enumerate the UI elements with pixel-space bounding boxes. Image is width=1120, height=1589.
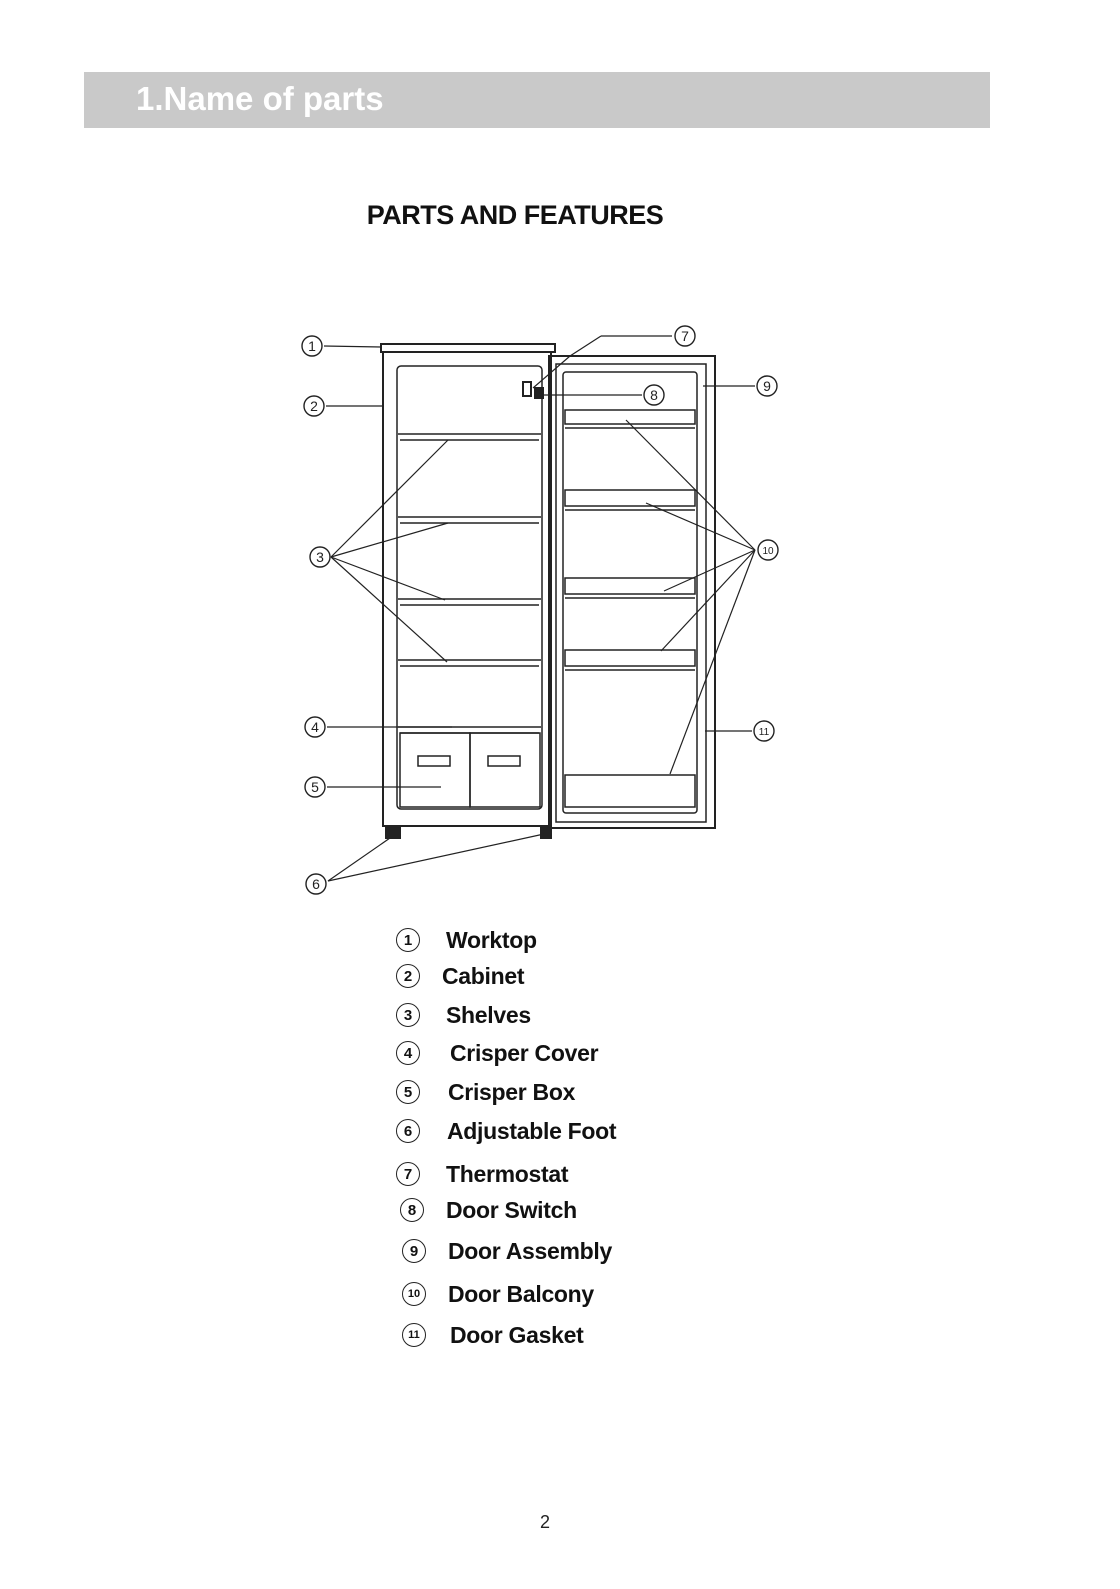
legend-label: Cabinet [442,962,525,989]
callout-2 [304,396,324,416]
callout-3 [310,547,330,567]
svg-text:1: 1 [308,338,316,354]
legend-label: Thermostat [446,1160,569,1187]
legend-item-crisper-cover [396,1037,598,1069]
legend-item-thermostat [396,1158,568,1190]
svg-text:2: 2 [310,398,318,414]
legend-item-shelves [396,999,531,1031]
legend-item-door-assembly [396,1235,612,1267]
legend-number: 8 [400,1198,424,1222]
callout-1 [302,336,322,356]
legend-label: Crisper Box [448,1078,576,1105]
callout-4 [305,717,325,737]
legend-number: 7 [396,1162,420,1186]
cabinet-shelves [398,434,541,733]
legend-item-cabinet [396,960,524,992]
legend-item-adjustable-foot [396,1115,616,1147]
legend-label: Door Switch [446,1196,577,1223]
callout-5 [305,777,325,797]
callout-6 [306,874,326,894]
cabinet-outline [383,352,551,826]
worktop-outline [381,344,555,352]
parts-heading: PARTS AND FEATURES [366,200,664,230]
door-switch-body [535,388,543,398]
legend-item-worktop [396,924,537,956]
legend-number: 4 [396,1041,420,1065]
door-gasket-outline [556,364,706,822]
callout-7 [675,326,695,346]
callout-11 [754,721,774,741]
legend-label: Door Balcony [448,1280,594,1307]
legend-label: Shelves [446,1001,531,1028]
legend-item-door-balcony [396,1278,594,1310]
legend-number: 6 [396,1119,420,1143]
svg-text:9: 9 [763,378,771,394]
callout-10 [758,540,778,560]
svg-text:8: 8 [650,387,658,403]
legend-number: 2 [396,964,420,988]
svg-text:10: 10 [762,546,774,557]
callout-8 [644,385,664,405]
door-liner [563,372,697,813]
legend-label: Door Gasket [450,1321,584,1348]
svg-text:3: 3 [316,549,324,565]
callout-9 [757,376,777,396]
legend-number: 1 [396,928,420,952]
legend-label: Crisper Cover [450,1039,599,1066]
svg-text:7: 7 [681,328,689,344]
legend-number: 5 [396,1080,420,1104]
legend-label: Worktop [446,926,537,953]
svg-text:4: 4 [311,719,319,735]
thermostat-knob [523,382,531,396]
section-title: 1.Name of parts [136,80,384,117]
legend-label: Adjustable Foot [447,1117,617,1144]
legend-item-crisper-box [396,1076,575,1108]
legend-item-door-gasket [396,1319,583,1351]
legend-number: 3 [396,1003,420,1027]
legend-label: Door Assembly [448,1237,612,1264]
foot-left [386,826,400,838]
legend-number: 9 [402,1239,426,1263]
legend-number: 10 [402,1282,426,1306]
crisper-drawers [400,733,540,807]
parts-legend [396,924,816,1364]
svg-text:5: 5 [311,779,319,795]
svg-text:6: 6 [312,876,320,892]
page-number: 2 [540,1512,551,1532]
svg-text:11: 11 [758,727,770,738]
legend-item-door-switch [396,1194,577,1226]
legend-number: 11 [402,1323,426,1347]
